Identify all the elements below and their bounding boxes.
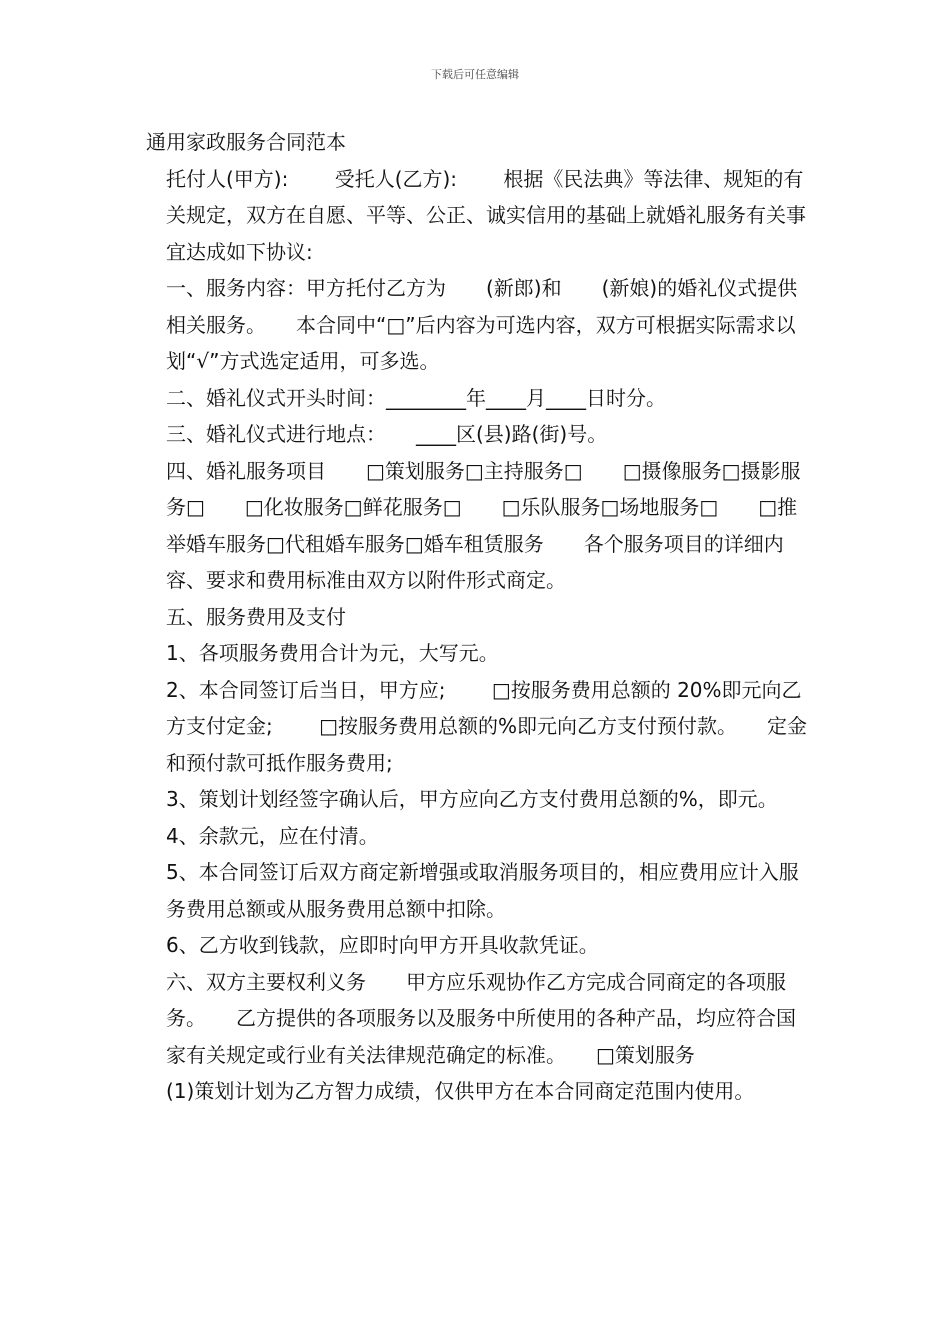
paragraph-fee-6: 6、乙方收到钱款，应即时向甲方开具收款凭证。	[166, 933, 599, 957]
paragraph-fee-3: 3、策划计划经签字确认后，甲方应向乙方支付费用总额的%，即元。	[166, 787, 778, 811]
paragraph-fee-5: 5、本合同签订后双方商定新增强或取消服务项目的，相应费用应计入服务费用总额或从服务费用总额中扣除。	[166, 860, 799, 921]
paragraph-service-items: 四、婚礼服务项目 □策划服务□主持服务□ □摄像服务□摄影服务□ □化妆服务□鲜花服务□ □乐队服务□场地服务□ □推举婚车服务□代租婚车服务□婚车租赁服务 各个服务项目的详细内容、要求和费用标准由双方以附件形式商定。	[166, 458, 801, 592]
paragraph-ceremony-place: 三、婚礼仪式进行地点： ____区(县)路(街)号。	[166, 422, 608, 446]
paragraph-fee-1: 1、各项服务费用合计为元，大写元。	[166, 641, 499, 665]
document-body	[146, 124, 810, 1110]
paragraph-planning-1: (1)策划计划为乙方智力成绩，仅供甲方在本合同商定范围内使用。	[166, 1079, 755, 1103]
page-header: 下载后可任意编辑	[431, 68, 519, 81]
paragraph-service-content: 一、服务内容：甲方托付乙方为 (新郎)和 (新娘)的婚礼仪式提供相关服务。 本合同中“□”后内容为可选内容，双方可根据实际需求以划“√”方式选定适用，可多选。	[166, 276, 798, 373]
paragraph-fee-2: 2、本合同签订后当日，甲方应; □按服务费用总额的 20%即元向乙方支付定金; □按服务费用总额的%即元向乙方支付预付款。 定金和预付款可抵作服务费用;	[166, 677, 807, 775]
paragraph-rights-duties: 六、双方主要权利义务 甲方应乐观协作乙方完成合同商定的各项服务。 乙方提供的各项服务以及服务中所使用的各种产品，均应符合国家有关规定或行业有关法律规范确定的标准。 □策划服务	[166, 969, 796, 1067]
paragraph-parties: 托付人(甲方): 受托人(乙方): 根据《民法典》等法律、规矩的有关规定，双方在自愿、平等、公正、诚实信用的基础上就婚礼服务有关事宜达成如下协议:	[166, 166, 806, 264]
paragraph-fee-4: 4、余款元，应在付清。	[166, 823, 379, 848]
document-title: 通用家政服务合同范本	[146, 130, 346, 154]
paragraph-fees-heading: 五、服务费用及支付	[166, 604, 346, 629]
paragraph-ceremony-time: 二、婚礼仪式开头时间：________年____月____日时分。	[166, 385, 666, 410]
